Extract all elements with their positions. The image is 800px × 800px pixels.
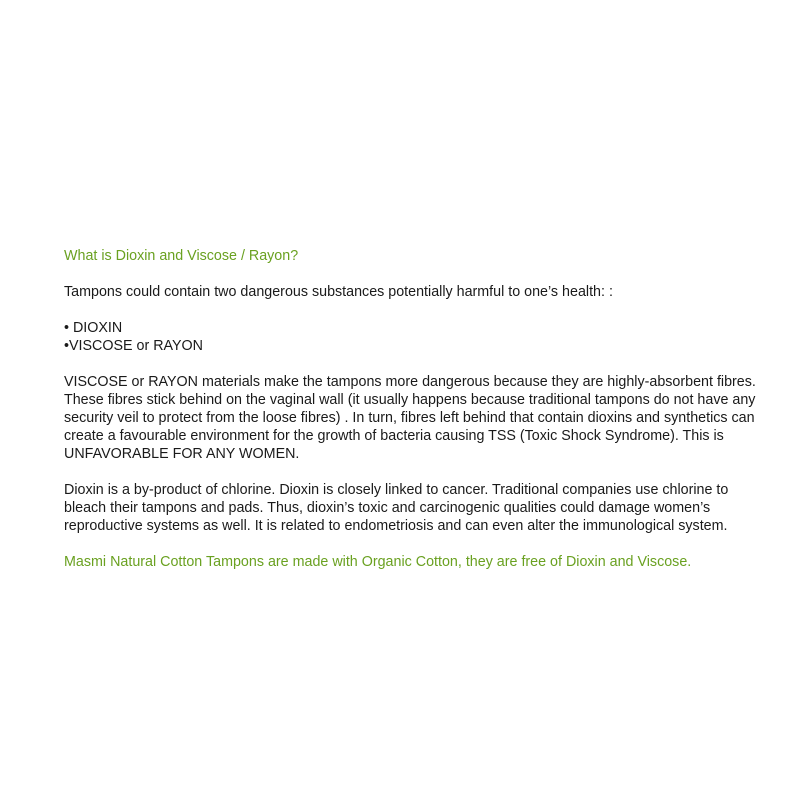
spacer: [64, 355, 770, 373]
list-item-viscose: •VISCOSE or RAYON: [64, 338, 204, 354]
document-body: [64, 247, 770, 571]
document-heading: What is Dioxin and Viscose / Rayon?: [64, 248, 299, 264]
closing-statement: Masmi Natural Cotton Tampons are made with Organic Cotton, they are free of Dioxin and Viscose.: [64, 554, 692, 570]
spacer: [64, 463, 770, 481]
list-item-dioxin: • DIOXIN: [64, 320, 123, 336]
intro-paragraph: Tampons could contain two dangerous substances potentially harmful to one’s health: :: [64, 284, 613, 300]
spacer: [64, 535, 770, 553]
viscose-paragraph: VISCOSE or RAYON materials make the tampons more dangerous because they are highly-absorbent fibres. These fibres stick behind on the vaginal wall (it usually happens because traditional tampons do not have any security veil to protect from the loose fibres) . In turn, fibres left behind that contain dioxins and synthetics can create a favourable environment for the growth of bacteria causing TSS (Toxic Shock Syndrome). This is UNFAVORABLE FOR ANY WOMEN.: [64, 374, 756, 462]
substances-list: [64, 319, 770, 355]
dioxin-paragraph: Dioxin is a by-product of chlorine. Dioxin is closely linked to cancer. Traditional companies use chlorine to bleach their tampons and pads. Thus, dioxin’s toxic and carcinogenic qualities could damage women’s reproductive systems as well. It is related to endometriosis and can even alter the immunological system.: [64, 482, 729, 534]
spacer: [64, 301, 770, 319]
spacer: [64, 265, 770, 283]
